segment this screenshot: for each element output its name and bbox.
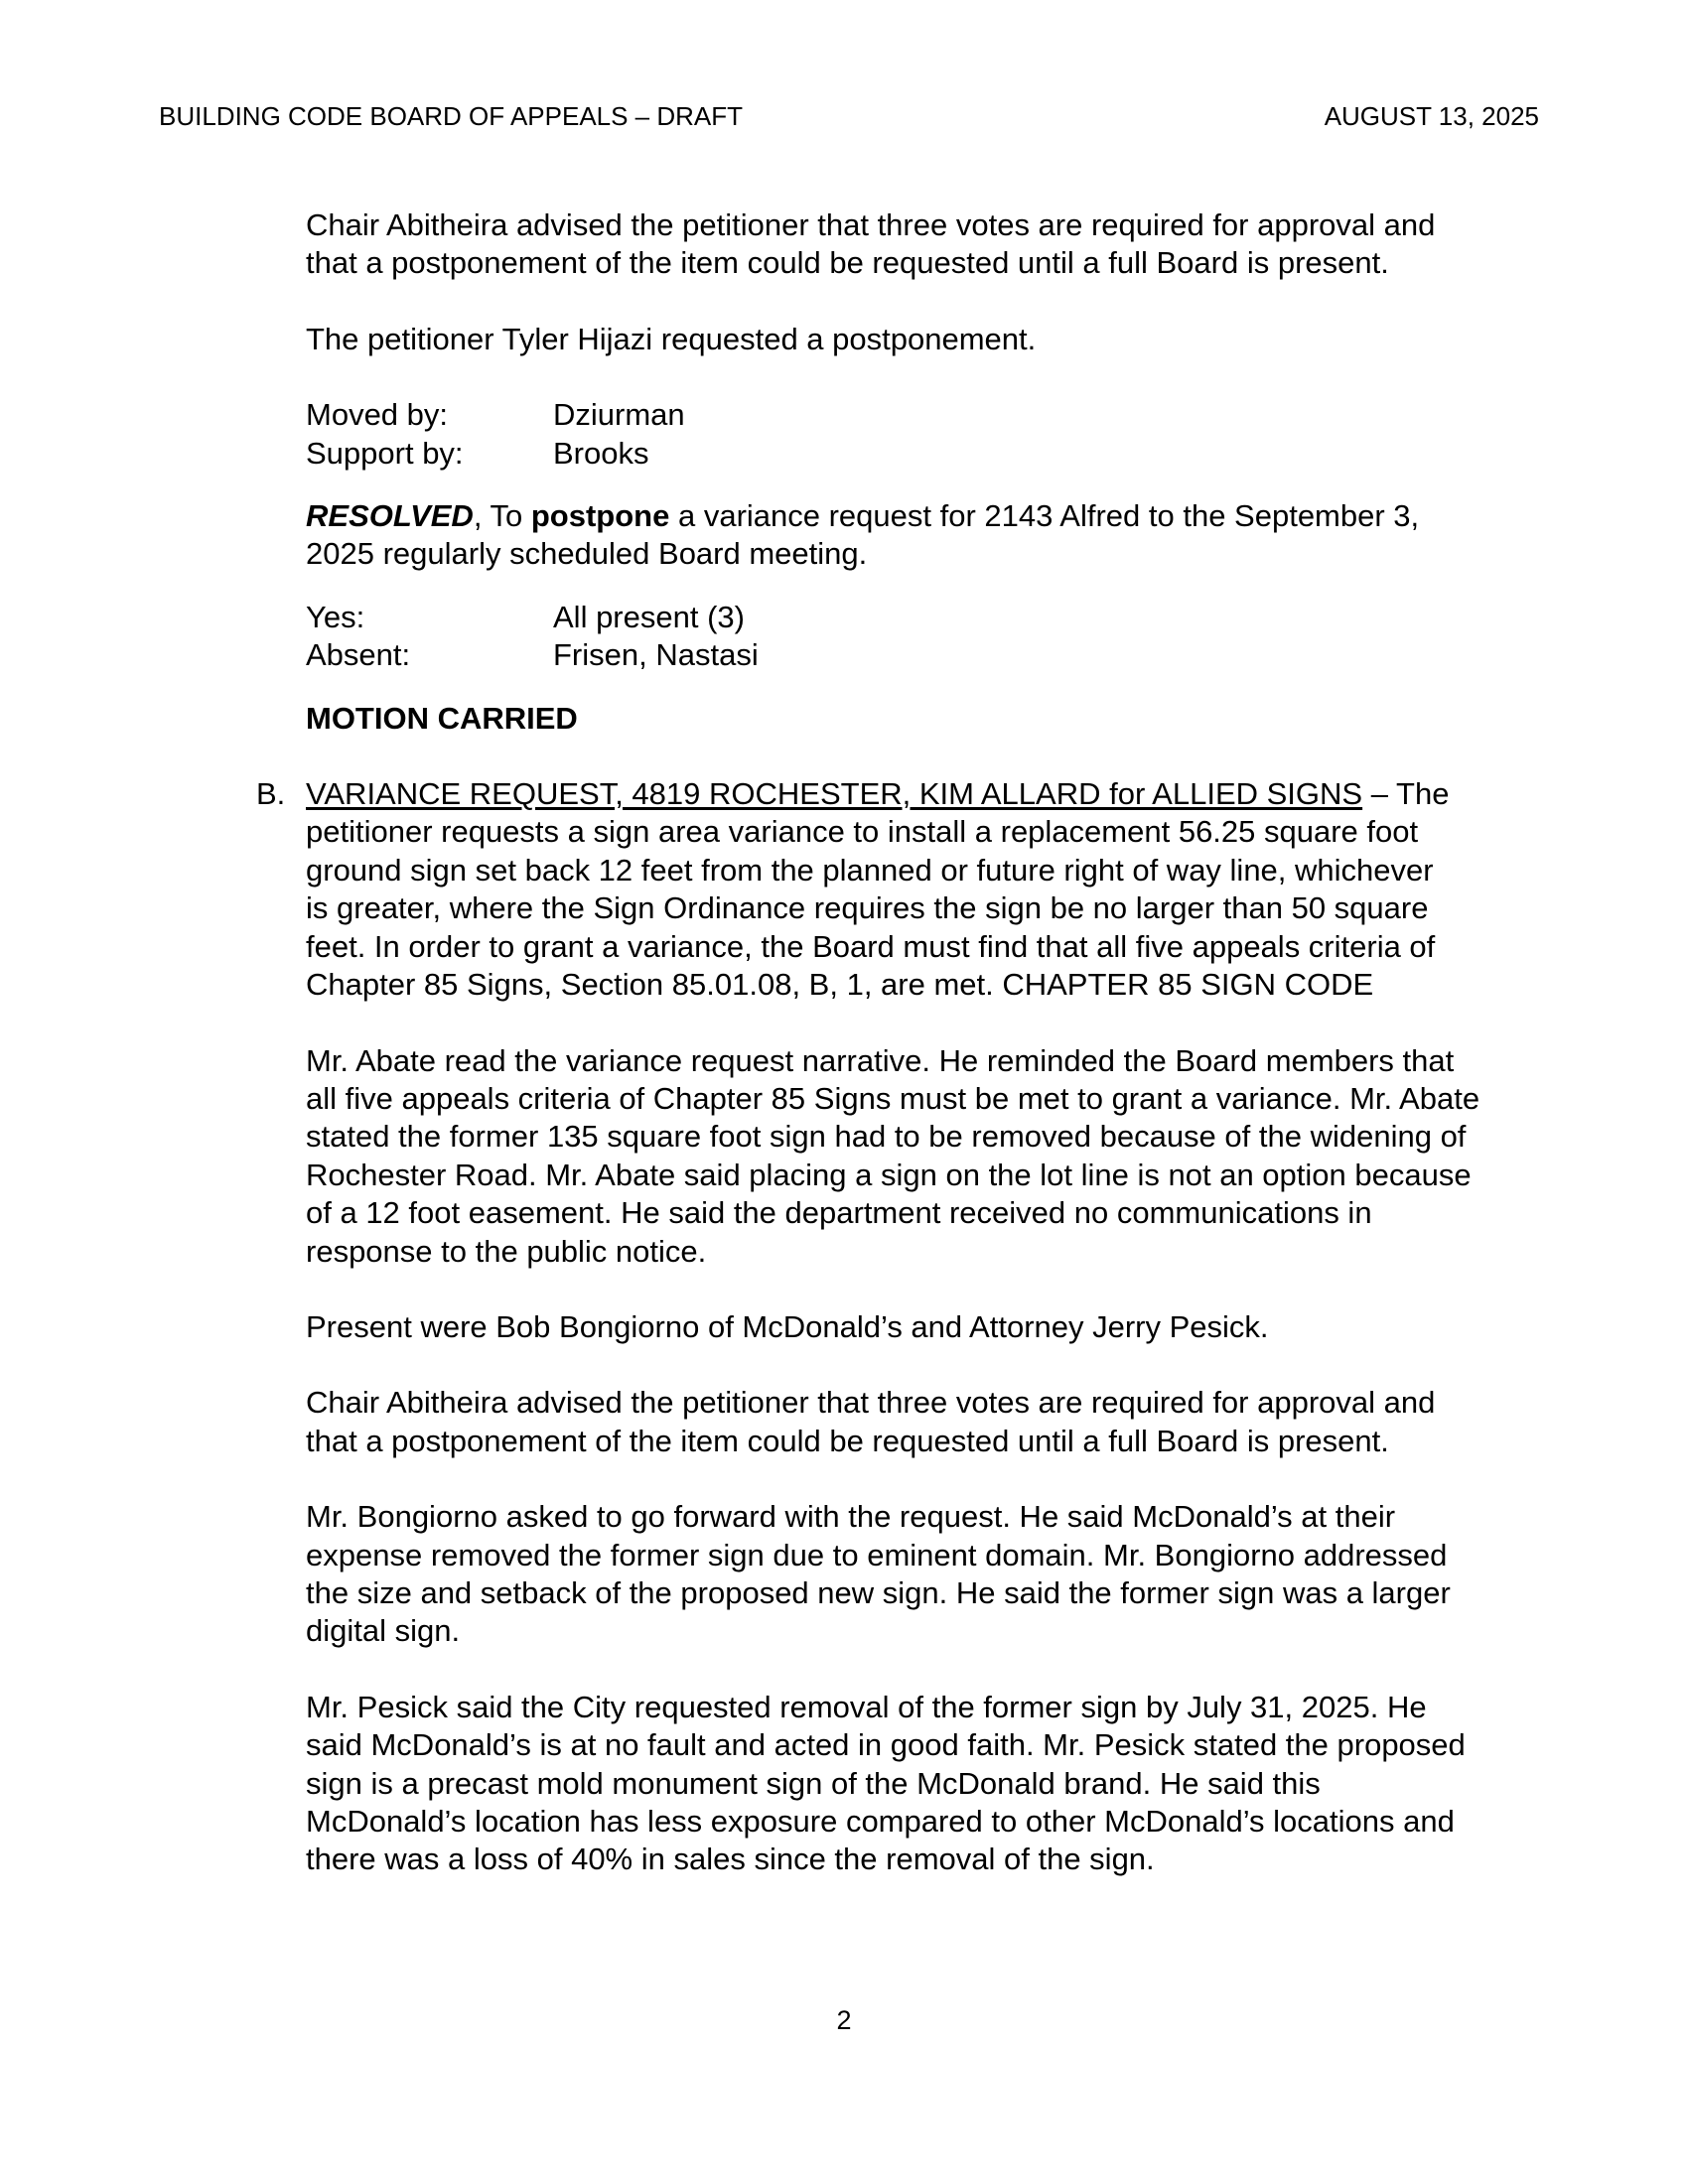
support-by-label: Support by:: [306, 435, 464, 471]
yes-value: All present (3): [553, 599, 745, 634]
attendees-paragraph: Present were Bob Bongiorno of McDonald’s and Attorney Jerry Pesick.: [306, 1308, 1269, 1344]
chair-advice-paragraph: [306, 206, 1587, 283]
abate-paragraph: [306, 1042, 1587, 1271]
motion-movers: [306, 396, 1587, 473]
header-title: BUILDING CODE BOARD OF APPEALS – DRAFT: [159, 101, 744, 131]
absent-value: Frisen, Nastasi: [553, 637, 759, 673]
text-line: petitioner requests a sign area variance to install a replacement 56.25 square foot: [306, 814, 1419, 850]
text-line: digital sign.: [306, 1613, 461, 1649]
resolution-action: postpone: [530, 498, 670, 534]
resolved-word: RESOLVED: [306, 498, 474, 534]
moved-by-label: Moved by:: [306, 397, 449, 433]
moved-by-row: [306, 396, 1587, 434]
support-by-value: Brooks: [553, 435, 649, 471]
postponement-request-paragraph: The petitioner Tyler Hijazi requested a postponement.: [306, 321, 1037, 356]
page-header: [159, 99, 1539, 133]
text-line: Rochester Road. Mr. Abate said placing a sign on the lot line is not an option because: [306, 1157, 1472, 1192]
page-footer: [0, 2003, 1688, 2037]
support-by-row: [306, 435, 1587, 473]
text-line: expense removed the former sign due to eminent domain. Mr. Bongiorno addressed: [306, 1537, 1448, 1572]
text-line: that a postponement of the item could be requested until a full Board is present.: [306, 245, 1389, 281]
document-body: [256, 206, 1587, 1879]
chair-advice-paragraph-b: [306, 1384, 1587, 1460]
header-date: AUGUST 13, 2025: [1324, 101, 1539, 131]
resolution-text: 2025 regularly scheduled Board meeting.: [306, 536, 868, 572]
text-line: that a postponement of the item could be requested until a full Board is present.: [306, 1423, 1389, 1458]
agenda-item-b: [256, 775, 1587, 1004]
text-line: Mr. Bongiorno asked to go forward with the request. He said McDonald’s at their: [306, 1499, 1396, 1535]
item-b-title-tail: – The: [1362, 776, 1450, 812]
text-line: McDonald’s location has less exposure compared to other McDonald’s locations and: [306, 1804, 1455, 1839]
text-line: ground sign set back 12 feet from the planned or future right of way line, whichever: [306, 852, 1434, 887]
item-b-description: [306, 775, 1587, 1004]
item-letter: B.: [256, 776, 286, 812]
motion-carried: MOTION CARRIED: [306, 700, 578, 736]
vote-tally: [306, 599, 1587, 675]
yes-row: [306, 599, 1587, 636]
pesick-paragraph: [306, 1689, 1587, 1879]
text-line: is greater, where the Sign Ordinance requires the sign be no larger than 50 square: [306, 890, 1429, 926]
text-line: Mr. Abate read the variance request narrative. He reminded the Board members that: [306, 1042, 1455, 1078]
text-line: there was a loss of 40% in sales since the removal of the sign.: [306, 1842, 1155, 1877]
absent-row: [306, 636, 1587, 674]
yes-label: Yes:: [306, 599, 365, 634]
moved-by-value: Dziurman: [553, 397, 685, 433]
absent-label: Absent:: [306, 637, 411, 673]
text-line: of a 12 foot easement. He said the department received no communications in: [306, 1195, 1372, 1231]
resolution-paragraph: [306, 497, 1587, 574]
text-line: feet. In order to grant a variance, the Board must find that all five appeals criteria of: [306, 928, 1436, 964]
text-line: Chapter 85 Signs, Section 85.01.08, B, 1, are met. CHAPTER 85 SIGN CODE: [306, 967, 1374, 1003]
resolution-text: , To: [473, 498, 531, 534]
resolution-text: a variance request for 2143 Alfred to the September 3,: [669, 498, 1420, 534]
text-line: the size and setback of the proposed new sign. He said the former sign was a larger: [306, 1574, 1451, 1610]
page-number: 2: [836, 2005, 852, 2035]
text-line: Chair Abitheira advised the petitioner that three votes are required for approval and: [306, 1385, 1436, 1421]
item-b-title: VARIANCE REQUEST, 4819 ROCHESTER, KIM ALLARD for ALLIED SIGNS: [306, 776, 1363, 812]
text-line: sign is a precast mold monument sign of the McDonald brand. He said this: [306, 1765, 1321, 1801]
text-line: Chair Abitheira advised the petitioner that three votes are required for approval and: [306, 207, 1436, 242]
text-line: stated the former 135 square foot sign had to be removed because of the widening of: [306, 1119, 1467, 1155]
text-line: Mr. Pesick said the City requested removal of the former sign by July 31, 2025. He: [306, 1689, 1427, 1724]
bongiorno-paragraph: [306, 1498, 1587, 1651]
text-line: response to the public notice.: [306, 1233, 707, 1269]
text-line: all five appeals criteria of Chapter 85 Signs must be met to grant a variance. Mr. Abate: [306, 1080, 1480, 1116]
text-line: said McDonald’s is at no fault and acted in good faith. Mr. Pesick stated the proposed: [306, 1727, 1466, 1763]
